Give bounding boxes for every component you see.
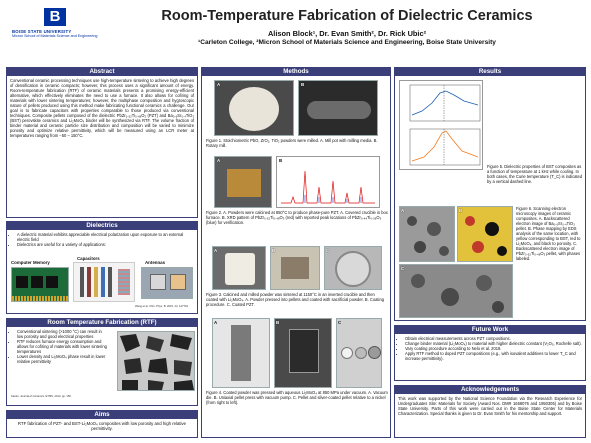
- memory-module-image: [11, 267, 69, 302]
- rtf-bullet: • RTF reduces furnace energy consumption and allows for cofiring of materials with lower sintering temperatures: [17, 339, 108, 354]
- results-panel: [394, 67, 586, 321]
- xrd-pattern-plot: [276, 156, 380, 208]
- eds-phase-map-icon: [458, 207, 513, 262]
- dielectrics-bullet: • Dielectrics are useful for a variety of applications:: [17, 242, 194, 247]
- rtf-heading: Room Temperature Fabrication (RTF): [7, 319, 197, 327]
- rtf-bullet: • Lower density and Li₂MoO₄ phase result in lower relative permittivity: [17, 354, 108, 364]
- abstract-heading: Abstract: [7, 68, 197, 76]
- fig3-label-a: A: [214, 248, 218, 253]
- coating-procedure-photo: [270, 246, 320, 290]
- sem-texture-icon: [400, 207, 455, 262]
- acknowledgements-panel: [394, 385, 586, 438]
- grain-structure-icon: [118, 332, 195, 391]
- xrd-pattern-icon: [277, 157, 380, 208]
- poster-authors: Alison Block¹, Dr. Evan Smith², Dr. Rick Ubic²: [267, 29, 427, 38]
- fig3-label-c: C: [326, 248, 330, 253]
- sem-image-c: [399, 264, 513, 318]
- fig3-caption: Figure 3. Calcined and milled powder was sintered at 1150°C in an inverted crucible and then coated with Li₂MoO₄. A. Powder pressed into pellets and coated with sacrificial powder. B. Coating procedure. C. Coated PZT.: [206, 292, 385, 307]
- label-antennas: Antennas: [145, 260, 166, 265]
- fig2-label-b: B: [279, 158, 283, 163]
- sem-image-a: [399, 206, 455, 262]
- logo-dept-name: Micron School of Materials Science and Engineering: [12, 34, 98, 38]
- aims-text: RTF fabrication of PZT- and BST-Li₂MoO₄ composites with low porosity and high relative permittivity.: [17, 421, 187, 432]
- antennas-image: [141, 267, 193, 299]
- acknowledgements-text: This work was supported by the National Science Foundation via the Research Experience for Undergraduates Site: Materials for Society (Award Nos. DMR 1658076 and 1950305) and by Boise State University. Parts of this work were carried out in the Boise State Center for Materials Characterization. Special thanks is given to Dr. Evan Smith for his mentorship and support.: [398, 396, 582, 416]
- crucible-photo: [212, 246, 266, 290]
- label-computer-memory: Computer Memory: [11, 260, 50, 265]
- pellet-press-photo: [274, 318, 332, 388]
- fig1-caption: Figure 1. Stoichiometric PbO, ZrO₂, TiO₂ powders were milled. A. Mill pot with milling media. B. Rotary mill.: [206, 138, 378, 148]
- vacuum-die-photo: [212, 318, 270, 388]
- sem-eds-map-b: [457, 206, 513, 262]
- fig6-label-b: B: [459, 208, 463, 213]
- fig6-label-c: C: [401, 266, 405, 271]
- dielectrics-panel: [6, 221, 198, 314]
- box-furnace-photo: [214, 156, 272, 208]
- capacitors-image: [73, 262, 135, 302]
- results-heading: Results: [395, 68, 585, 76]
- future-work-bullet: • Change binder material (Li₂MoO₄) to material with higher dielectric constant (V₂O₅, Rochelle salt).: [405, 341, 582, 346]
- abstract-text: Conventional ceramic processing techniques use high-temperature sintering to achieve high degrees of densification in ceramic compacts; however, this process uses a significant amount of energy. Room-temperature fabrication (RTF) of ceramic materials presents a promising energy-efficient alternative, which effectively eliminates the need to use a furnace. It also allows for cofiring of materials with lower sintering temperatures; however, the multiphase composition and hygroscopic nature of pellets produced using this method make fabricating functional ceramics a challenge. Our goal is to fabricate capacitors with properties comparable to those produced via conventional techniques. Composite pellets composed of the dielectric PbZr₀.₅₂Ti₀.₄₈O₃ (PZT) and Ba₀.₆Sr₀.₄TiO₃ (BST) perovskite ceramics and Li₂MoO₄ binder will be synthesized via RTF. The volume fraction of binder material and ceramic particle size distribution and composition will be varied to minimize porosity and optimize relative permittivity, which will be measured using an LCR meter at temperatures ranging from −50 – 150°C.: [10, 78, 194, 138]
- university-logo: [12, 8, 104, 48]
- fig2-label-a: A: [217, 158, 221, 163]
- fig5-caption: Figure 5. Dielectric properties of BST composites as a function of temperature at 1 kHz while cooling. In both cases, the Curie temperature (T_C) is indicated by a vertical dashed line.: [487, 164, 583, 184]
- poster-header: [0, 0, 591, 62]
- logo-university-name: BOISE STATE UNIVERSITY: [12, 29, 72, 34]
- fig3-label-b: B: [272, 248, 276, 253]
- permittivity-plot-icon: [400, 81, 483, 170]
- label-capacitors: Capacitors: [77, 256, 100, 261]
- dielectrics-citation: Wang et al. Chin. Phys. B. 2015, 24, 127704: [135, 305, 188, 308]
- mill-pot-photo: [214, 80, 294, 136]
- future-work-heading: Future Work: [395, 326, 585, 334]
- acknowledgements-heading: Acknowledgements: [395, 386, 585, 394]
- poster-title: Room-Temperature Fabrication of Dielectric Ceramics: [161, 8, 533, 24]
- pellet-nickel-photo: [336, 318, 382, 388]
- poster-affiliations: ¹Carleton College, ²Micron School of Materials Science and Engineering, Boise State University: [198, 39, 496, 46]
- dielectric-properties-plot: [399, 80, 483, 170]
- future-work-bullet: • Vary coating procedure according to Nelo et al. 2019.: [405, 346, 582, 351]
- future-work-bullet: • Apply RTF method to doped PZT compositions (e.g., with isovalent additives to lower T_C and increase permittivity).: [405, 351, 582, 361]
- fig4-label-a: A: [214, 320, 218, 325]
- fig4-label-c: C: [338, 320, 342, 325]
- dielectrics-bullet: • A dielectric material exhibits appreciable electrical polarization upon exposure to an external electric field: [17, 232, 194, 242]
- fig1-label-a: A: [217, 82, 221, 87]
- methods-panel: [201, 67, 391, 438]
- rotary-mill-photo: [298, 80, 378, 136]
- logo-b-icon: B: [44, 8, 66, 26]
- aims-panel: [6, 410, 198, 438]
- methods-heading: Methods: [202, 68, 390, 76]
- rtf-micrograph-image: [117, 331, 195, 391]
- sem-pzt-texture-icon: [400, 265, 513, 318]
- rtf-bullet: • Conventional sintering (>1000 °C) can result in low porosity and good electrical properties: [17, 329, 108, 339]
- fig2-caption: Figure 2. A. Powders were calcined at 850°C to produce phase-pure PZT. A. Covered crucible in box furnace. B. XRD pattern of PbZr₀.₅₂Ti₀.₄₈O₃ (red) with reported peak locations of PbZr₀.₄₄Ti₀.₅₆O₃ (blue) for verification.: [206, 210, 388, 225]
- abstract-panel: [6, 67, 198, 218]
- fig4-caption: Figure 4. Coated powder was pressed with aqueous Li₂MoO₄ at 850 MPa under vacuum. A. Vacuum die. B. Uniaxial pellet press with vacuum pump. C. Pellet and silver-coated pellet relative to a nickel (from right to left).: [206, 390, 388, 405]
- coated-pzt-photo: [324, 246, 382, 290]
- aims-heading: Aims: [7, 411, 197, 419]
- fig6-caption: Figure 6. Scanning electron microscopy images of ceramic composites. A. Backscattered electron image of Ba₀.₆Sr₀.₄TiO₃ pellet. B. Phase mapping by EDS analysis of the same location, with yellow corresponding to BST, red to Li₂MoO₄, and black to porosity. C. Backscattered electron image of PbZr₀.₅₂Ti₀.₄₈O₃ pellet, with phases labeled.: [516, 206, 581, 261]
- fig6-label-a: A: [401, 208, 405, 213]
- rtf-citation: Kaeko, Journal of Ceramics, ETMS, 2013, pp. 156: [11, 395, 71, 398]
- rtf-panel: [6, 318, 198, 406]
- future-work-bullet: • Obtain electrical measurements across PZT compositions.: [405, 336, 582, 341]
- future-work-panel: [394, 325, 586, 381]
- dielectrics-heading: Dielectrics: [7, 222, 197, 230]
- fig1-label-b: B: [301, 82, 305, 87]
- fig4-label-b: B: [276, 320, 280, 325]
